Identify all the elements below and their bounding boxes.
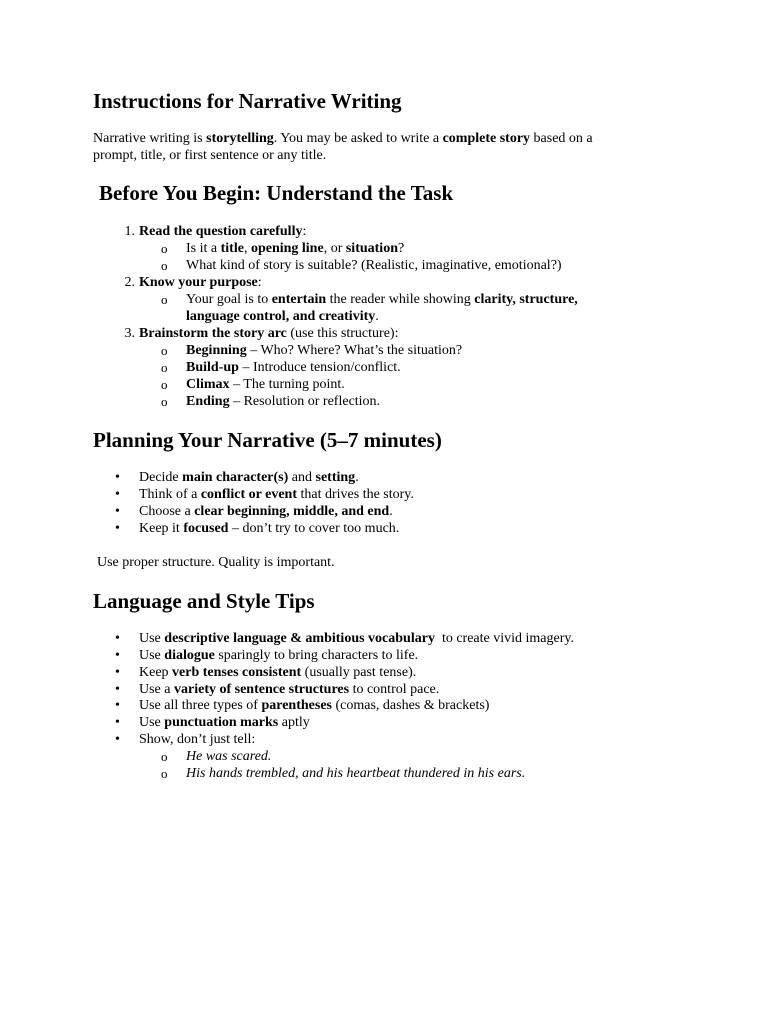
item-bold: Brainstorm the story arc [139, 326, 287, 341]
sub-text [186, 359, 401, 376]
sub-text-part: . [375, 309, 379, 324]
bold-part: variety of sentence structures [174, 682, 350, 697]
bold-part: main character(s) [182, 470, 289, 485]
bold-part: focused [183, 521, 229, 536]
bullet-icon: • [115, 715, 120, 730]
sub-bold: Build-up [186, 360, 239, 375]
bullet-text [139, 503, 393, 520]
sub-text-part: the reader while showing [326, 292, 475, 307]
sub-text-part: ? [397, 241, 405, 256]
bold-part: clear beginning, middle, and end [194, 504, 390, 519]
text-part: Keep it [139, 521, 184, 536]
item-rest: : [257, 275, 262, 290]
sub-bold: Climax [186, 377, 230, 392]
text-part: – don’t try to cover too much. [228, 521, 400, 536]
bullet-text [139, 630, 574, 647]
sub-text-part: , [243, 241, 251, 256]
text-part: (comas, dashes & brackets) [332, 698, 490, 713]
item-rest: : [302, 224, 307, 239]
bullet-text [139, 664, 416, 681]
bold-part: descriptive language & ambitious vocabulary [164, 631, 435, 646]
bold-part: conflict or event [200, 487, 297, 502]
bullet-text [139, 520, 399, 537]
item-rest: (use this structure): [286, 326, 399, 341]
bold-part: parentheses [261, 698, 332, 713]
sub-bullet-icon: o [161, 343, 168, 358]
sub-text: What kind of story is suitable? (Realistic, imaginative, emotional?) [186, 258, 562, 273]
sub-bullet-icon: o [161, 766, 168, 781]
bullet-text [139, 714, 310, 731]
text-part: sparingly to bring characters to life. [214, 648, 419, 663]
sub-text [186, 393, 380, 410]
sub-text-part: – Resolution or reflection. [229, 394, 381, 409]
sub-text-part: Is it a [186, 241, 221, 256]
bullet-icon: • [115, 470, 120, 485]
sub-text-part: – The turning point. [229, 377, 345, 392]
bullet-text [139, 697, 489, 714]
section-heading-planning: Planning Your Narrative (5–7 minutes) [93, 428, 442, 452]
bullet-icon: • [115, 504, 120, 519]
bullet-icon: • [115, 631, 120, 646]
intro-line-2: prompt, title, or first sentence or any title. [93, 148, 327, 163]
structure-note: Use proper structure. Quality is important. [97, 555, 335, 570]
text-part: Use all three types of [139, 698, 262, 713]
bullet-icon: • [115, 682, 120, 697]
text-part: . [389, 504, 393, 519]
item-bold: Know your purpose [139, 275, 258, 290]
sub-bullet-icon: o [161, 394, 168, 409]
sub-bullet-icon: o [161, 258, 168, 273]
sub-text-part: – Who? Where? What’s the situation? [246, 343, 463, 358]
bullet-text: Show, don’t just tell: [139, 732, 256, 747]
sub-bullet-icon: o [161, 241, 168, 256]
example-text: He was scared. [186, 749, 272, 764]
sub-bold: opening line [250, 241, 324, 256]
sub-bullet-icon: o [161, 749, 168, 764]
bullet-text [139, 647, 418, 664]
text-part: Keep [139, 665, 173, 680]
sub-text [186, 240, 404, 257]
sub-bullet-icon: o [161, 377, 168, 392]
bullet-icon: • [115, 487, 120, 502]
item-text [139, 274, 262, 291]
item-number: 1. [124, 224, 135, 239]
bold-part: punctuation marks [164, 715, 279, 730]
text-part: Use a [139, 682, 174, 697]
section-heading-before-you-begin: Before You Begin: Understand the Task [99, 181, 454, 205]
text-part: Think of a [139, 487, 201, 502]
sub-bold: situation [345, 241, 398, 256]
text-part: aptly [278, 715, 310, 730]
bold-part: setting [315, 470, 356, 485]
item-text [139, 325, 398, 342]
sub-text [186, 291, 578, 308]
bullet-icon: • [115, 732, 120, 747]
text-part: to control pace. [349, 682, 440, 697]
page-title: Instructions for Narrative Writing [93, 89, 402, 113]
item-bold: Read the question carefully [139, 224, 303, 239]
sub-bold: language control, and creativity [186, 309, 376, 324]
sub-bullet-icon: o [161, 292, 168, 307]
text-part: Decide [139, 470, 183, 485]
bullet-text [139, 681, 439, 698]
text-part: . [355, 470, 359, 485]
intro-text: based on a [530, 131, 593, 146]
sub-bold: Ending [186, 394, 230, 409]
bullet-text [139, 486, 414, 503]
text-part: Choose a [139, 504, 195, 519]
sub-text-part: – Introduce tension/conflict. [238, 360, 401, 375]
sub-text-part: Your goal is to [186, 292, 272, 307]
text-part: Use [139, 715, 165, 730]
section-heading-language-style: Language and Style Tips [93, 589, 315, 613]
bullet-icon: • [115, 648, 120, 663]
text-part: Use [139, 631, 165, 646]
sub-bold: Beginning [186, 343, 247, 358]
sub-text [186, 342, 462, 359]
intro-line-1 [93, 130, 663, 147]
intro-bold: storytelling [206, 131, 274, 146]
item-text [139, 223, 306, 240]
intro-bold: complete story [442, 131, 531, 146]
item-number: 3. [124, 326, 135, 341]
item-number: 2. [124, 275, 135, 290]
sub-text [186, 376, 345, 393]
bold-part: verb tenses consistent [172, 665, 302, 680]
intro-text: . You may be asked to write a [273, 131, 443, 146]
sub-text [186, 308, 379, 325]
text-part: and [288, 470, 316, 485]
sub-bullet-icon: o [161, 360, 168, 375]
text-part: (usually past tense). [301, 665, 417, 680]
sub-bold: title [220, 241, 244, 256]
text-part: Use [139, 648, 165, 663]
text-part: that drives the story. [296, 487, 414, 502]
example-text: His hands trembled, and his heartbeat thundered in his ears. [186, 766, 526, 781]
bullet-icon: • [115, 665, 120, 680]
sub-text-part: , or [323, 241, 346, 256]
bold-part: dialogue [164, 648, 215, 663]
sub-bold: entertain [271, 292, 327, 307]
text-part: to create vivid imagery. [434, 631, 574, 646]
bullet-icon: • [115, 698, 120, 713]
sub-bold: clarity, structure, [474, 292, 578, 307]
intro-text: Narrative writing is [93, 131, 207, 146]
bullet-text [139, 469, 359, 486]
bullet-icon: • [115, 521, 120, 536]
